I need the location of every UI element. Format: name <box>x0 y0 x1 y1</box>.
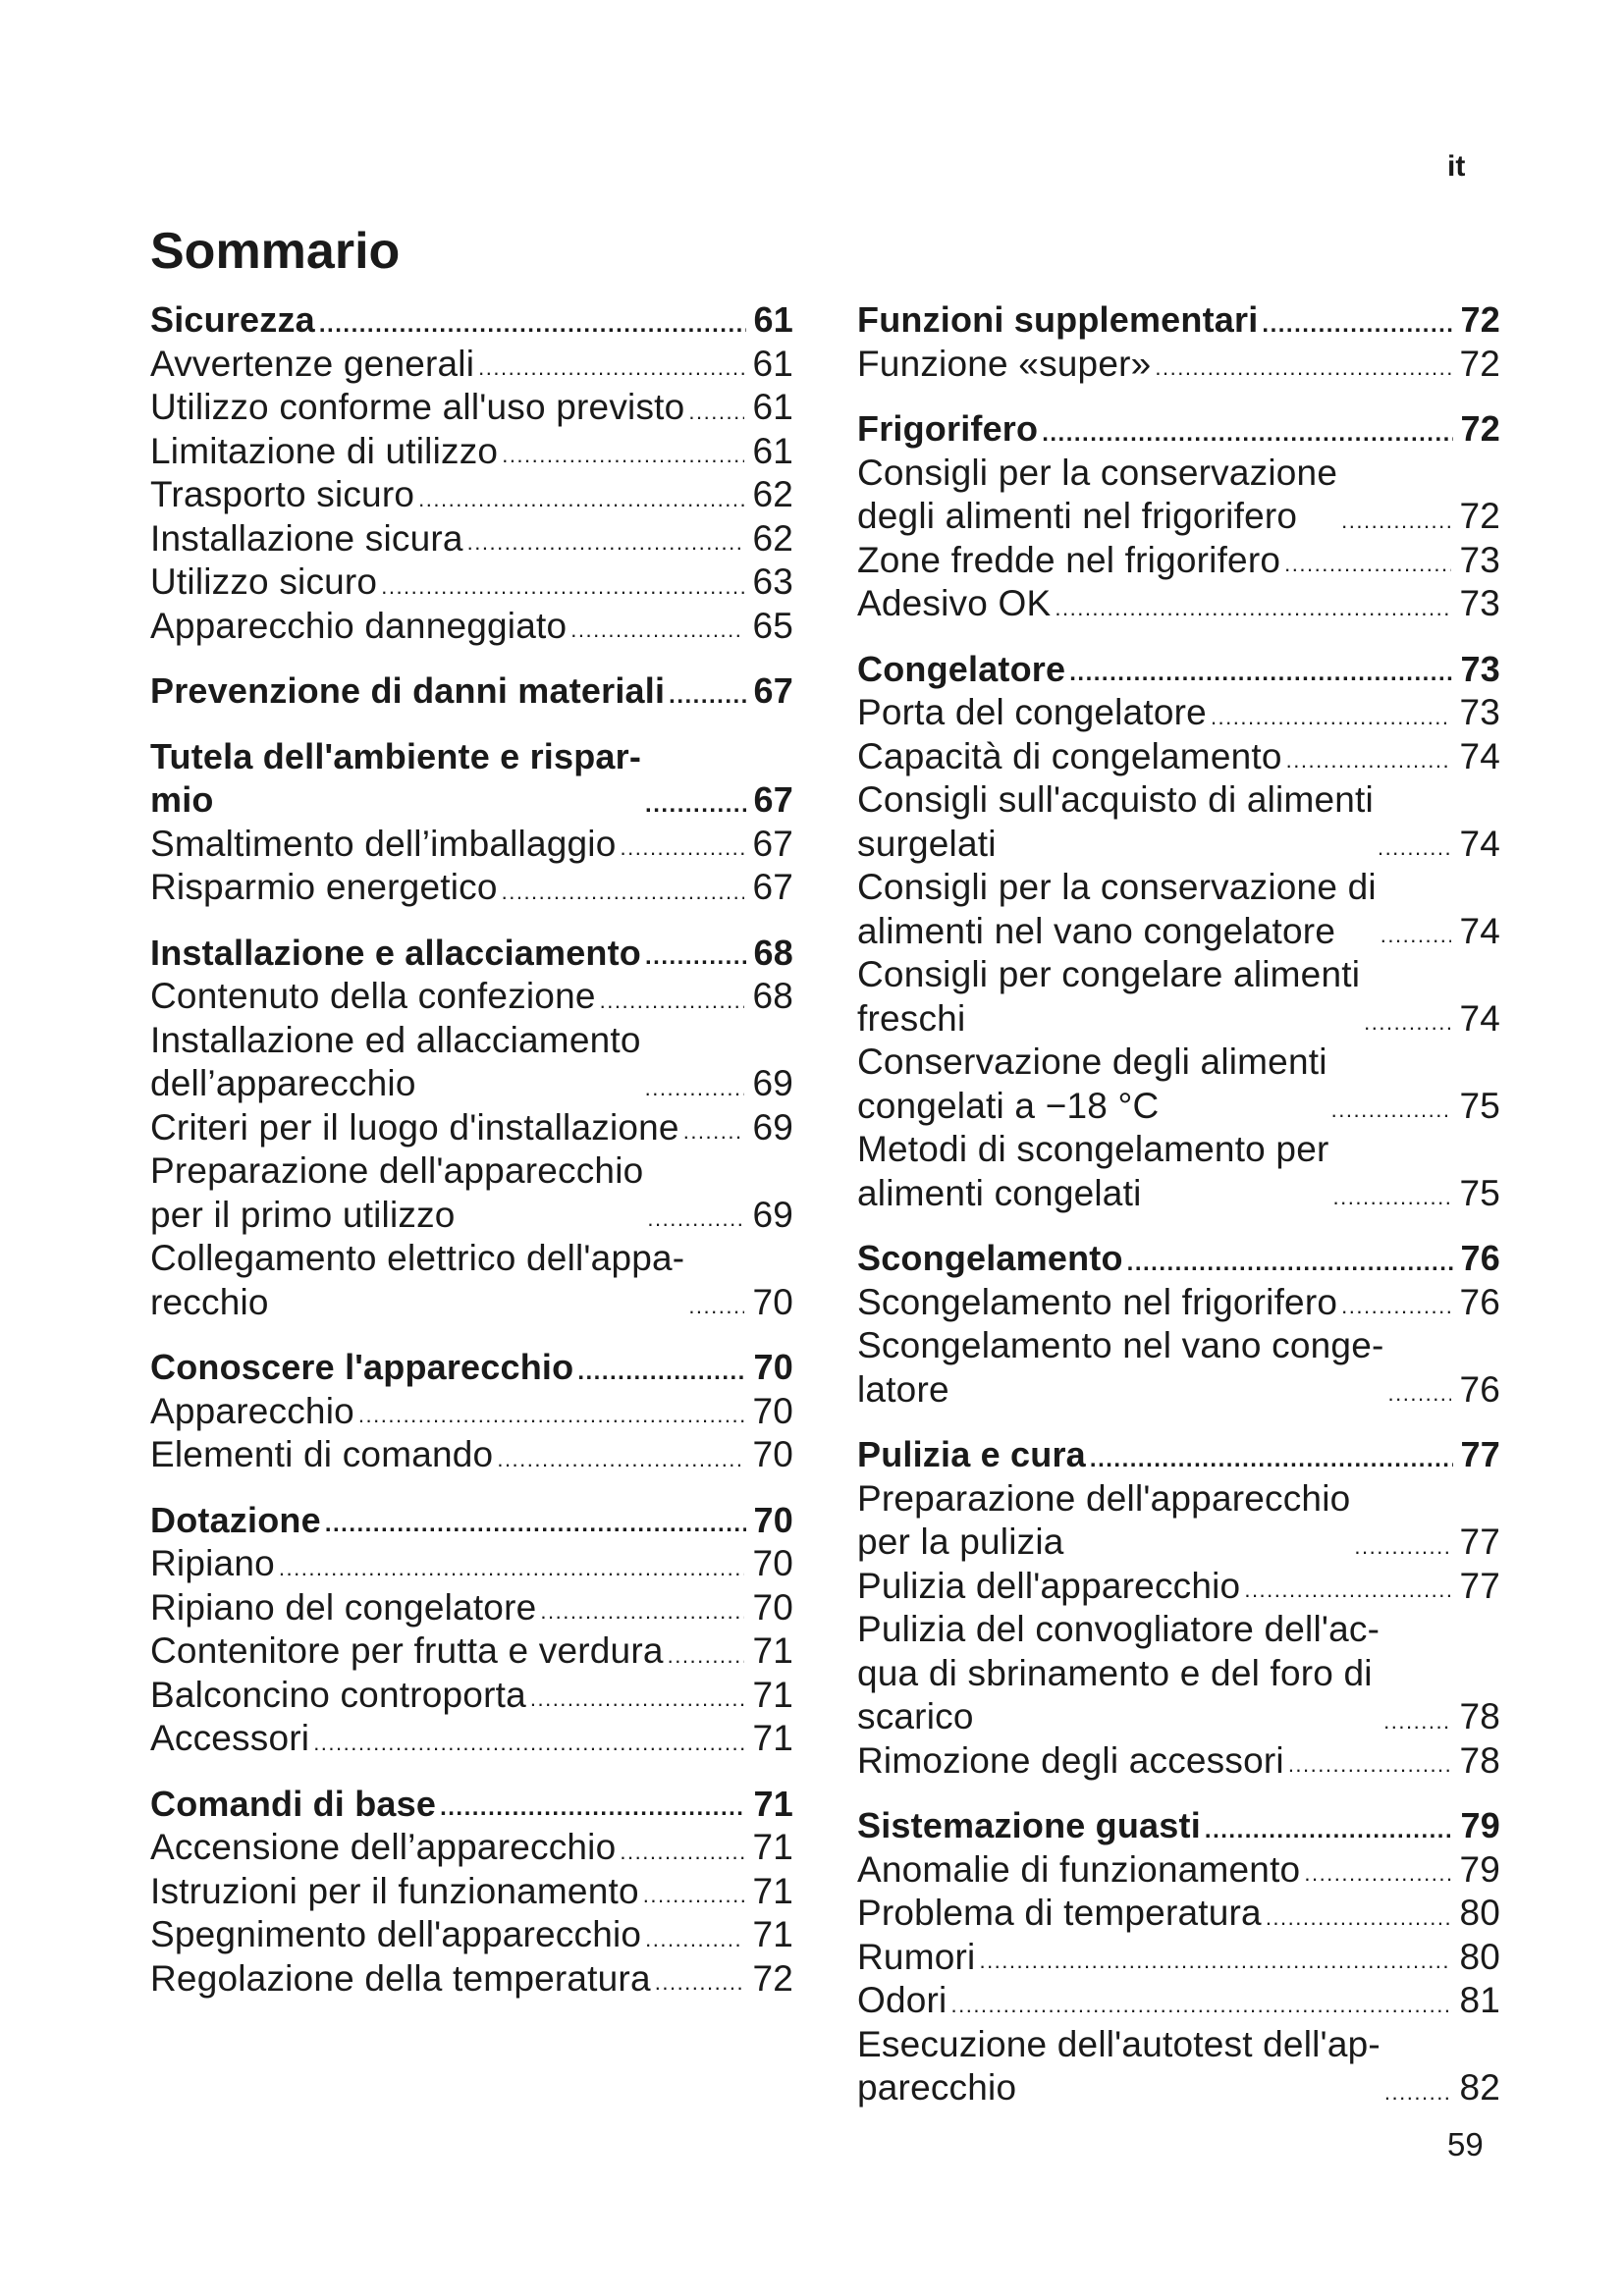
entry-title: Ripiano <box>150 1543 275 1583</box>
dot-leader <box>979 1957 1451 1969</box>
toc-entry[interactable] <box>857 1281 1500 1325</box>
page-ref: 70 <box>753 1499 793 1540</box>
toc-section <box>857 648 1500 1216</box>
toc-entry[interactable] <box>150 1149 793 1237</box>
dot-leader <box>467 539 745 551</box>
entry-title: Consigli per la conservazione di alimenti nel vano congelatore <box>857 867 1377 951</box>
toc-entry[interactable] <box>150 975 793 1019</box>
entry-title: Avvertenze generali <box>150 343 475 384</box>
dot-leader <box>530 1695 745 1707</box>
toc-entry[interactable] <box>857 1848 1500 1893</box>
dot-leader <box>645 1085 745 1096</box>
toc-entry[interactable] <box>150 473 793 517</box>
page-ref: 61 <box>753 299 793 340</box>
page-ref: 75 <box>1459 1172 1500 1213</box>
dot-leader <box>1244 1586 1451 1598</box>
toc-entry[interactable] <box>150 1826 793 1870</box>
page-ref: 70 <box>752 1543 793 1583</box>
dot-leader <box>570 626 744 638</box>
toc-section <box>857 298 1500 386</box>
page-ref: 73 <box>1459 583 1500 623</box>
page-ref: 68 <box>752 976 793 1016</box>
entry-title: Istruzioni per il funzionamento <box>150 1870 639 1911</box>
entry-title: Accensione dell’apparecchio <box>150 1827 617 1867</box>
entry-title: Odori <box>857 1980 947 2020</box>
toc-section-heading[interactable] <box>857 648 1500 692</box>
page-ref: 80 <box>1459 1893 1500 1933</box>
toc-entry[interactable] <box>150 1629 793 1674</box>
page-ref: 74 <box>1459 997 1500 1039</box>
entry-title: Adesivo OK <box>857 583 1052 623</box>
toc-entry[interactable] <box>150 517 793 561</box>
toc-section <box>857 407 1500 626</box>
dot-leader <box>950 2002 1451 2013</box>
page-ref: 73 <box>1459 539 1500 580</box>
page-ref: 61 <box>752 387 793 427</box>
toc-section <box>150 1783 793 2002</box>
section-title: Prevenzione di danni materiali <box>150 670 666 711</box>
dot-leader <box>1388 1390 1452 1402</box>
dot-leader <box>502 452 744 463</box>
toc-section-heading[interactable] <box>150 1499 793 1543</box>
toc-section <box>150 298 793 648</box>
entry-title: Spegnimento dell'apparecchio <box>150 1914 642 1954</box>
page-ref: 71 <box>753 1783 793 1824</box>
entry-title: Utilizzo conforme all'uso previsto <box>150 387 685 427</box>
dot-leader <box>1205 1827 1453 1839</box>
toc-section-heading[interactable] <box>857 1237 1500 1281</box>
section-title: Scongelamento <box>857 1238 1123 1278</box>
toc-section <box>150 1346 793 1477</box>
entry-title: Scongelamento nel vano conge- latore <box>857 1325 1384 1410</box>
toc-entry[interactable] <box>857 778 1500 866</box>
dot-leader <box>1266 1914 1452 1926</box>
section-title: Sistemazione guasti <box>857 1805 1201 1845</box>
section-title: Dotazione <box>150 1499 321 1540</box>
entry-title: Regolazione della temperatura <box>150 1957 651 1999</box>
section-title: Installazione e allacciamento <box>150 932 641 973</box>
toc-entry[interactable] <box>857 1324 1500 1412</box>
dot-leader <box>668 1652 745 1664</box>
section-title: Comandi di base <box>150 1783 437 1824</box>
toc-section-heading[interactable] <box>150 932 793 976</box>
dot-leader <box>647 1215 744 1227</box>
dot-leader <box>1090 1456 1453 1468</box>
dot-leader <box>440 1804 745 1816</box>
page-ref: 70 <box>752 1390 793 1431</box>
dot-leader <box>418 496 744 507</box>
toc-section <box>150 735 793 910</box>
page-ref: 63 <box>752 561 793 602</box>
dot-leader <box>1069 669 1452 681</box>
section-title: Tutela dell'ambiente e rispar- mio <box>150 735 642 820</box>
toc-entry[interactable] <box>150 343 793 387</box>
toc-entry[interactable] <box>857 452 1500 539</box>
dot-leader <box>655 1979 745 1991</box>
entry-title: Apparecchio <box>150 1390 354 1431</box>
page-ref: 69 <box>752 1194 793 1235</box>
toc-section <box>150 669 793 714</box>
page-ref: 70 <box>752 1586 793 1628</box>
page-ref: 67 <box>752 867 793 907</box>
dot-leader <box>358 1412 745 1423</box>
dot-leader <box>502 888 745 900</box>
entry-title: Ripiano del congelatore <box>150 1586 537 1628</box>
dot-leader <box>620 1848 744 1860</box>
toc-entry[interactable] <box>857 1128 1500 1215</box>
toc-entry[interactable] <box>857 691 1500 735</box>
page-ref: 70 <box>752 1434 793 1474</box>
toc-entry[interactable] <box>150 561 793 605</box>
page-ref: 62 <box>752 474 793 514</box>
section-title: Conoscere l'apparecchio <box>150 1347 574 1387</box>
dot-leader <box>1042 430 1452 442</box>
toc-entry[interactable] <box>150 1019 793 1106</box>
section-title: Funzioni supplementari <box>857 299 1259 340</box>
page-ref: 69 <box>752 1063 793 1103</box>
page-ref: 73 <box>1460 648 1500 689</box>
dot-leader <box>1304 1870 1451 1882</box>
dot-leader <box>1262 321 1452 333</box>
entry-title: Rimozione degli accessori <box>857 1739 1284 1781</box>
entry-title: Trasporto sicuro <box>150 474 415 514</box>
toc-entry[interactable] <box>857 866 1500 953</box>
page-ref: 72 <box>1459 343 1500 384</box>
toc-section-heading[interactable] <box>150 669 793 714</box>
dot-leader <box>319 321 746 333</box>
page-ref: 72 <box>1460 408 1500 449</box>
dot-leader <box>645 953 746 965</box>
section-title: Pulizia e cura <box>857 1434 1086 1474</box>
toc-entry[interactable] <box>150 1433 793 1477</box>
entry-title: Contenitore per frutta e verdura <box>150 1630 664 1671</box>
entry-title: Capacità di congelamento <box>857 735 1282 776</box>
page-ref: 76 <box>1459 1281 1500 1322</box>
page-ref: 68 <box>753 932 793 973</box>
dot-leader <box>478 364 744 376</box>
dot-leader <box>645 801 746 813</box>
dot-leader <box>1380 932 1452 943</box>
toc-entry[interactable] <box>150 605 793 649</box>
entry-title: Installazione ed allacciamento dell’apparecchio <box>150 1019 641 1103</box>
toc-section-heading[interactable] <box>150 298 793 343</box>
entry-title: Installazione sicura <box>150 517 463 559</box>
toc-section-heading[interactable] <box>857 407 1500 452</box>
entry-title: Utilizzo sicuro <box>150 561 378 602</box>
dot-leader <box>497 1456 744 1468</box>
page-ref: 67 <box>753 779 793 820</box>
dot-leader <box>1384 2089 1452 2101</box>
entry-title: Esecuzione dell'autotest dell'ap- parecchio <box>857 2023 1380 2108</box>
page-ref: 79 <box>1459 1848 1500 1890</box>
dot-leader <box>1364 1019 1451 1031</box>
page-ref: 76 <box>1459 1368 1500 1410</box>
toc-entry[interactable] <box>857 1979 1500 2023</box>
page-ref: 72 <box>1459 496 1500 536</box>
page-ref: 71 <box>752 1718 793 1758</box>
entry-title: Metodi di scongelamento per alimenti congelati <box>857 1129 1329 1213</box>
toc-section-heading[interactable] <box>857 1804 1500 1848</box>
entry-title: Scongelamento nel frigorifero <box>857 1281 1338 1322</box>
section-title: Congelatore <box>857 648 1066 689</box>
page-ref: 62 <box>752 517 793 559</box>
toc-entry[interactable] <box>150 1237 793 1324</box>
toc-entry[interactable] <box>150 1957 793 2002</box>
page-title: Sommario <box>150 223 401 280</box>
page-ref: 69 <box>752 1106 793 1148</box>
page-ref: 79 <box>1460 1805 1500 1845</box>
page-ref: 76 <box>1460 1238 1500 1278</box>
section-title: Frigorifero <box>857 408 1039 449</box>
toc-entry[interactable] <box>150 1542 793 1586</box>
dot-leader <box>313 1739 744 1751</box>
dot-leader <box>669 692 745 704</box>
dot-leader <box>1333 1194 1452 1205</box>
toc-section-heading[interactable] <box>857 1433 1500 1477</box>
dot-leader <box>279 1565 745 1576</box>
page-ref: 67 <box>753 670 793 711</box>
entry-title: Preparazione dell'apparecchio per il primo utilizzo <box>150 1150 644 1235</box>
toc-entry[interactable] <box>150 1913 793 1957</box>
entry-title: Smaltimento dell’imballaggio <box>150 823 617 864</box>
dot-leader <box>325 1521 746 1532</box>
page-ref: 77 <box>1460 1434 1500 1474</box>
page-ref: 71 <box>752 1914 793 1954</box>
dot-leader <box>645 1936 744 1948</box>
dot-leader <box>1331 1106 1452 1118</box>
entry-title: Consigli sull'acquisto di alimenti surgelati <box>857 779 1374 864</box>
toc-entry[interactable] <box>150 1870 793 1914</box>
page-ref: 72 <box>1460 299 1500 340</box>
toc-entry[interactable] <box>857 1892 1500 1936</box>
toc-entry[interactable] <box>857 1608 1500 1739</box>
toc-section <box>857 1804 1500 2110</box>
entry-title: Apparecchio danneggiato <box>150 605 568 646</box>
dot-leader <box>1354 1543 1451 1555</box>
entry-title: Pulizia del convogliatore dell'ac- qua di sbrinamento e del foro di scarico <box>857 1609 1380 1736</box>
toc-entry[interactable] <box>150 1674 793 1718</box>
page-ref: 71 <box>752 1674 793 1715</box>
entry-title: Funzione «super» <box>857 343 1152 384</box>
page-ref: 74 <box>1459 823 1500 864</box>
dot-leader <box>1155 364 1451 376</box>
dot-leader <box>643 1892 745 1903</box>
dot-leader <box>621 844 745 856</box>
page-ref: 82 <box>1459 2067 1500 2108</box>
toc-entry[interactable] <box>150 1586 793 1630</box>
dot-leader <box>1378 844 1451 856</box>
page-ref: 75 <box>1459 1085 1500 1126</box>
toc-entry[interactable] <box>857 1477 1500 1565</box>
dot-leader <box>1127 1259 1453 1271</box>
entry-title: Pulizia dell'apparecchio <box>857 1565 1241 1606</box>
toc-section-heading[interactable] <box>150 1346 793 1390</box>
page-ref: 72 <box>752 1957 793 1999</box>
toc-entry[interactable] <box>857 2023 1500 2110</box>
section-title: Sicurezza <box>150 299 315 340</box>
page-ref: 78 <box>1459 1696 1500 1736</box>
page-ref: 70 <box>753 1347 793 1387</box>
page-ref: 74 <box>1459 735 1500 776</box>
dot-leader <box>683 1128 745 1140</box>
entry-title: Consigli per la conservazione degli alimenti nel frigorifero <box>857 452 1338 536</box>
toc-entry[interactable] <box>857 1739 1500 1784</box>
toc-section <box>857 1433 1500 1783</box>
dot-leader <box>688 1303 744 1314</box>
entry-title: Porta del congelatore <box>857 692 1207 732</box>
page-ref: 71 <box>752 1870 793 1911</box>
dot-leader <box>600 997 745 1009</box>
language-tag: it <box>1447 150 1466 183</box>
toc-entry[interactable] <box>150 1717 793 1761</box>
dot-leader <box>577 1368 745 1380</box>
toc-entry[interactable] <box>150 1106 793 1150</box>
entry-title: Collegamento elettrico dell'appa- recchio <box>150 1238 685 1322</box>
page-number: 59 <box>1447 2126 1484 2163</box>
page-ref: 77 <box>1459 1522 1500 1562</box>
toc-entry[interactable] <box>150 386 793 430</box>
dot-leader <box>540 1608 744 1620</box>
toc-entry[interactable] <box>857 1041 1500 1128</box>
dot-leader <box>1341 1303 1451 1314</box>
toc-entry[interactable] <box>150 1390 793 1434</box>
entry-title: Elementi di comando <box>150 1434 494 1474</box>
entry-title: Anomalie di funzionamento <box>857 1848 1301 1890</box>
page-ref: 73 <box>1459 692 1500 732</box>
toc-entry[interactable] <box>150 866 793 910</box>
entry-title: Limitazione di utilizzo <box>150 430 499 471</box>
page-ref: 81 <box>1459 1980 1500 2020</box>
toc-entry[interactable] <box>857 1565 1500 1609</box>
toc-section <box>150 932 793 1325</box>
toc-section <box>857 1237 1500 1412</box>
page-ref: 61 <box>752 430 793 471</box>
page-ref: 77 <box>1459 1565 1500 1606</box>
toc-entry[interactable] <box>857 1936 1500 1980</box>
dot-leader <box>1383 1718 1451 1730</box>
toc-entry[interactable] <box>857 735 1500 779</box>
dot-leader <box>1341 517 1451 529</box>
entry-title: Conservazione degli alimenti congelati a −18 °C <box>857 1041 1327 1126</box>
toc-entry[interactable] <box>857 953 1500 1041</box>
page-ref: 80 <box>1459 1936 1500 1977</box>
dot-leader <box>381 583 744 595</box>
dot-leader <box>1211 714 1452 725</box>
toc-section-heading[interactable] <box>150 735 793 823</box>
toc-entry[interactable] <box>857 582 1500 626</box>
entry-title: Accessori <box>150 1718 310 1758</box>
entry-title: Zone fredde nel frigorifero <box>857 539 1281 580</box>
entry-title: Contenuto della confezione <box>150 976 596 1016</box>
dot-leader <box>1284 561 1451 572</box>
entry-title: Rumori <box>857 1936 976 1977</box>
toc-entry[interactable] <box>150 430 793 474</box>
page-ref: 74 <box>1459 910 1500 951</box>
toc-entry[interactable] <box>857 539 1500 583</box>
page-ref: 67 <box>752 823 793 864</box>
toc-section-heading[interactable] <box>150 1783 793 1827</box>
toc-entry[interactable] <box>857 343 1500 387</box>
toc-column-left <box>150 298 793 2022</box>
page-ref: 78 <box>1459 1739 1500 1781</box>
dot-leader <box>1055 605 1451 616</box>
page-ref: 61 <box>752 343 793 384</box>
page-ref: 70 <box>752 1281 793 1322</box>
entry-title: Problema di temperatura <box>857 1893 1262 1933</box>
dot-leader <box>1286 757 1452 769</box>
entry-title: Balconcino controporta <box>150 1674 526 1715</box>
toc-section <box>150 1499 793 1761</box>
page-ref: 65 <box>752 605 793 646</box>
entry-title: Risparmio energetico <box>150 867 498 907</box>
toc-section-heading[interactable] <box>857 298 1500 343</box>
toc-column-right <box>857 298 1500 2132</box>
dot-leader <box>688 408 744 420</box>
entry-title: Preparazione dell'apparecchio per la pulizia <box>857 1477 1351 1562</box>
page-ref: 71 <box>752 1827 793 1867</box>
toc-entry[interactable] <box>150 823 793 867</box>
page-ref: 71 <box>752 1630 793 1671</box>
entry-title: Criteri per il luogo d'installazione <box>150 1106 679 1148</box>
dot-leader <box>1288 1761 1452 1773</box>
entry-title: Consigli per congelare alimenti freschi <box>857 954 1361 1039</box>
